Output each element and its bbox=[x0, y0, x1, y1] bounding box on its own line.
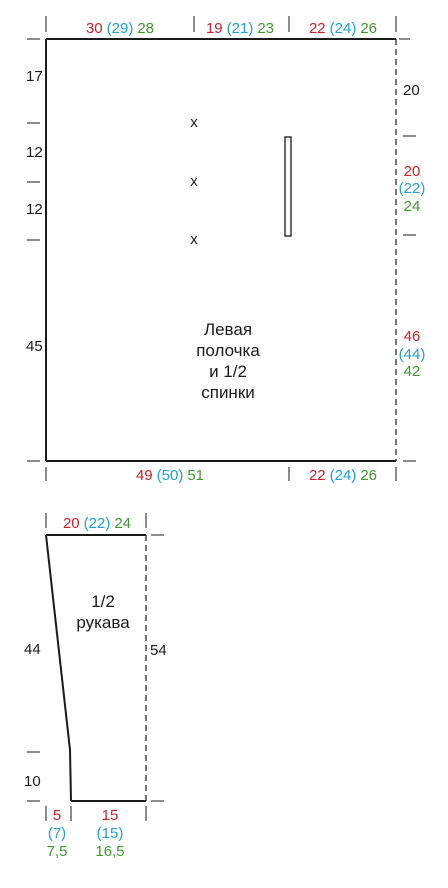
svg-text:42: 42 bbox=[403, 363, 421, 380]
front-left-ticks bbox=[27, 39, 40, 461]
front-left-height-4: 45 bbox=[26, 338, 43, 355]
sleeve-left-height-2: 10 bbox=[24, 773, 41, 790]
svg-text:(44): (44) bbox=[398, 346, 426, 363]
front-left-height-3: 12 bbox=[26, 201, 43, 218]
front-left-height-2: 12 bbox=[26, 144, 43, 161]
svg-text:5: 5 bbox=[52, 807, 62, 824]
sleeve-side-edge bbox=[46, 535, 71, 801]
front-top-width-2: 19 (21) 23 bbox=[205, 20, 275, 37]
svg-text:46: 46 bbox=[403, 328, 421, 345]
button-marker: x bbox=[190, 114, 198, 131]
sleeve-ticks bbox=[27, 513, 164, 821]
front-bottom-width-1: 49 (50) 51 bbox=[135, 467, 205, 484]
sleeve-piece-title bbox=[76, 592, 130, 632]
svg-text:1/2: 1/2 bbox=[91, 592, 115, 611]
front-right-height-3 bbox=[399, 328, 426, 380]
svg-text:Левая: Левая bbox=[203, 320, 253, 339]
front-top-width-3: 22 (24) 26 bbox=[308, 20, 378, 37]
front-right-height-1: 20 bbox=[403, 82, 420, 99]
svg-text:15: 15 bbox=[101, 807, 119, 824]
svg-text:16,5: 16,5 bbox=[95, 843, 125, 860]
button-marker: x bbox=[190, 173, 198, 190]
svg-text:и 1/2: и 1/2 bbox=[209, 362, 247, 381]
svg-text:(15): (15) bbox=[96, 825, 124, 842]
front-top-width-1: 30 (29) 28 bbox=[85, 20, 155, 37]
svg-text:рукава: рукава bbox=[76, 613, 130, 632]
svg-text:(7): (7) bbox=[47, 825, 67, 842]
front-left-height-1: 17 bbox=[26, 68, 43, 85]
svg-text:полочка: полочка bbox=[196, 341, 260, 360]
sleeve-right-height: 54 bbox=[150, 642, 167, 659]
front-bottom-width-2: 22 (24) 26 bbox=[308, 467, 378, 484]
sleeve-left-height-1: 44 bbox=[24, 641, 41, 658]
svg-text:(22): (22) bbox=[398, 180, 426, 197]
svg-text:20: 20 bbox=[403, 163, 421, 180]
button-marker: x bbox=[190, 231, 198, 248]
sleeve-piece bbox=[46, 535, 146, 801]
pocket-slot bbox=[285, 137, 291, 236]
svg-text:24: 24 bbox=[403, 198, 421, 215]
sleeve-bottom-right-width bbox=[95, 807, 124, 860]
sleeve-bottom-left-width bbox=[47, 807, 68, 860]
svg-text:спинки: спинки bbox=[201, 383, 255, 402]
sleeve-top-width: 20 (22) 24 bbox=[62, 515, 132, 532]
front-piece-title bbox=[196, 320, 260, 402]
front-right-height-2 bbox=[399, 163, 426, 215]
svg-text:7,5: 7,5 bbox=[46, 843, 68, 860]
